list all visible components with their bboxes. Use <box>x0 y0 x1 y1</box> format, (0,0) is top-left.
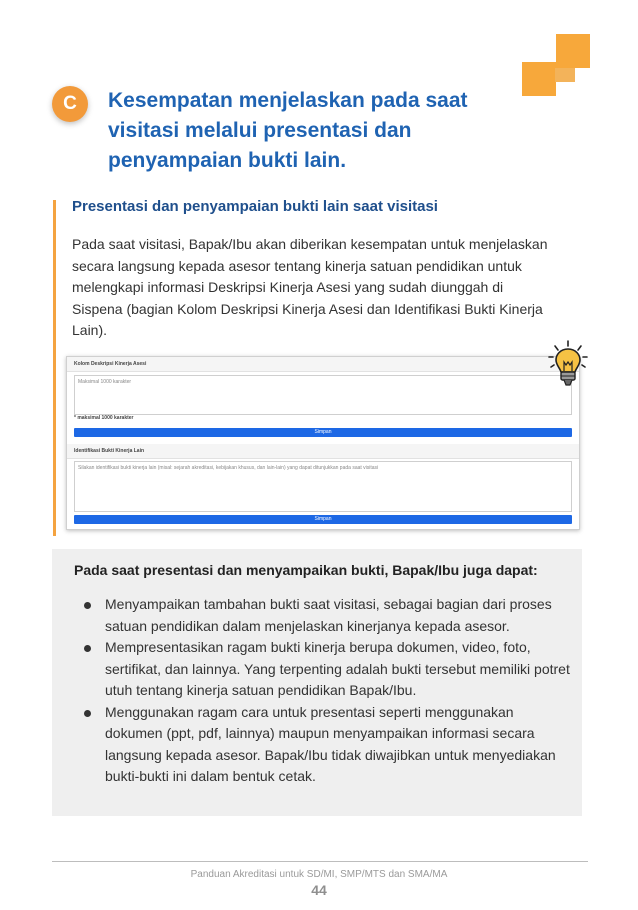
corner-decoration-square <box>555 68 575 82</box>
bullet-icon <box>84 710 91 717</box>
subsection-paragraph: Pada saat visitasi, Bapak/Ibu akan diberikan kesempatan untuk menjelaskan secara langsung kepada asesor tentang kinerja satuan pendidikan untuk melengkapi informasi Deskripsi Kinerja Asesi yang sudah diunggah di Sispena (bagian Kolom Deskripsi Kinerja Asesi dan Identifikasi Bukti Kinerja Lain). <box>72 236 548 338</box>
corner-decoration-square <box>522 62 556 96</box>
lightbulb-icon <box>548 340 588 388</box>
panel-title: Identifikasi Bukti Kinerja Lain <box>67 444 579 459</box>
list-item-text: Menyampaikan tambahan bukti saat visitasi, sebagai bagian dari proses satuan pendidikan dalam menjelaskan kinerjanya kepada asesor. <box>105 596 552 634</box>
list-item <box>72 702 572 788</box>
list-item <box>72 637 572 702</box>
evidence-textarea: Silakan identifikasi bukti kinerja lain (misal: sejarah akreditasi, kebijakan khusus, dan lain-lain) yang dapat ditunjukkan pada saat visitasi <box>74 461 572 512</box>
bullet-icon <box>84 645 91 652</box>
list-item-text: Mempresentasikan ragam bukti kinerja berupa dokumen, video, foto, sertifikat, dan lainnya. Yang terpenting adalah bukti tersebut memiliki potret utuh tentang kinerja satuan pendidikan Bapak/Ibu. <box>105 639 570 698</box>
panel-title: Kolom Deskripsi Kinerja Asesi <box>67 357 579 372</box>
character-limit-note: * maksimal 1000 karakter <box>74 415 134 421</box>
bullet-icon <box>84 602 91 609</box>
section-badge: C <box>52 86 88 122</box>
save-button: Simpan <box>74 515 572 524</box>
info-box-heading: Pada saat presentasi dan menyampaikan bukti, Bapak/Ibu juga dapat: <box>74 562 538 578</box>
corner-decoration-square <box>556 34 590 68</box>
footer-divider <box>52 861 588 862</box>
section-title: Kesempatan menjelaskan pada saat visitasi melalui presentasi dan penyampaian bukti lain. <box>108 89 468 172</box>
form-screenshot <box>66 356 580 530</box>
list-item-text: Menggunakan ragam cara untuk presentasi seperti menggunakan dokumen (ppt, pdf, lainnya) maupun menyampaikan informasi secara langsung kepada asesor. Bapak/Ibu tidak diwajibkan untuk menyediakan bukti-bukti ini dalam bentuk cetak. <box>105 703 556 784</box>
info-list <box>72 594 572 788</box>
description-textarea: Maksimal 1000 karakter <box>74 375 572 415</box>
accent-bar <box>53 200 56 536</box>
list-item <box>72 594 572 637</box>
info-box <box>52 549 582 816</box>
page-number: 44 <box>311 882 327 898</box>
subsection-heading: Presentasi dan penyampaian bukti lain saat visitasi <box>72 198 438 215</box>
footer-text: Panduan Akreditasi untuk SD/MI, SMP/MTS dan SMA/MA <box>190 869 448 880</box>
save-button: Simpan <box>74 428 572 437</box>
